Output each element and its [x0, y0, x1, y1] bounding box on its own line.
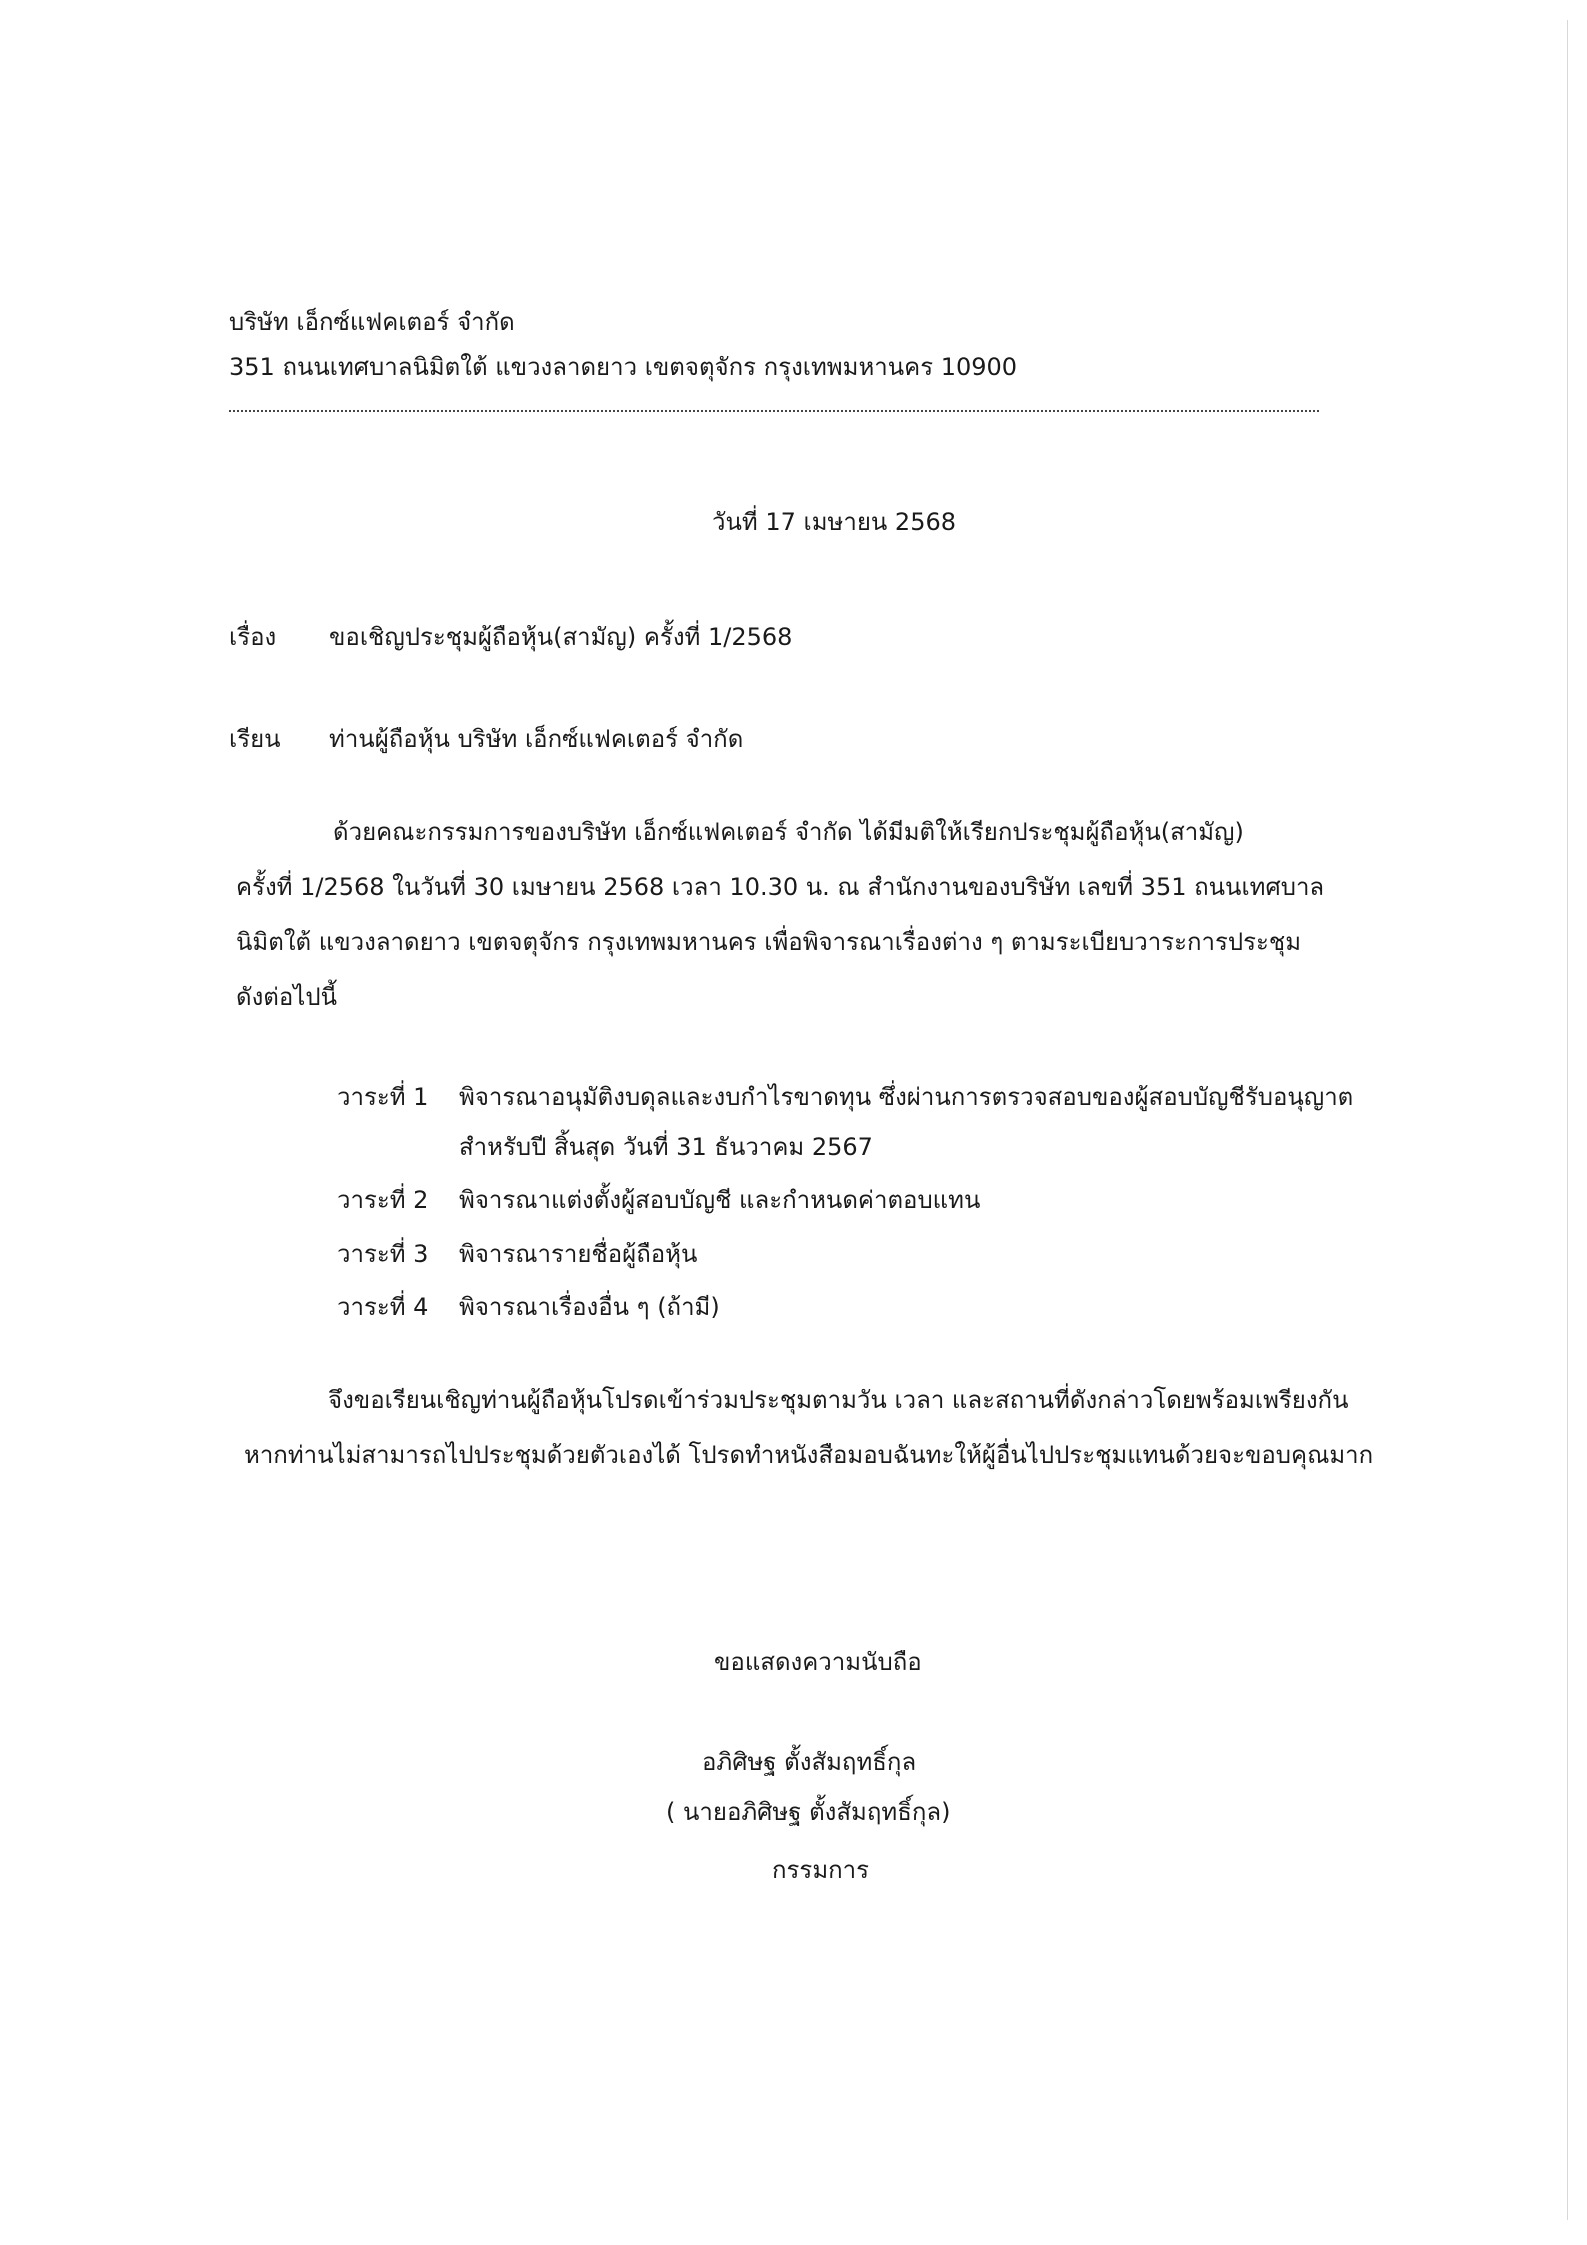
intro-line: นิมิตใต้ แขวงลาดยาว เขตจตุจักร กรุงเทพมหานคร เพื่อพิจารณาเรื่องต่าง ๆ ตามระเบียบวาระการประชุม [236, 928, 1302, 956]
scan-edge-line [1567, 20, 1568, 2220]
agenda-number: วาระที่ 3 [337, 1240, 429, 1268]
recipient-label: เรียน [229, 725, 281, 753]
agenda-text: พิจารณารายชื่อผู้ถือหุ้น [459, 1240, 698, 1268]
agenda-text: พิจารณาแต่งตั้งผู้สอบบัญชี และกำหนดค่าตอบแทน [459, 1186, 981, 1214]
agenda-item-1 [337, 1080, 1353, 1114]
subject-row [229, 620, 792, 654]
agenda-item-2 [337, 1183, 980, 1217]
intro-line: ดังต่อไปนี้ [236, 983, 338, 1011]
company-address: 351 ถนนเทศบาลนิมิตใต้ แขวงลาดยาว เขตจตุจักร กรุงเทพมหานคร 10900 [229, 353, 1018, 381]
subject-text: ขอเชิญประชุมผู้ถือหุ้น(สามัญ) ครั้งที่ 1/2568 [329, 623, 793, 651]
dotted-separator [229, 410, 1319, 412]
agenda-item-4 [337, 1290, 720, 1324]
intro-line: ครั้งที่ 1/2568 ในวันที่ 30 เมษายน 2568 เวลา 10.30 น. ณ สำนักงานของบริษัท เลขที่ 351 ถนนเทศบาล [236, 873, 1325, 901]
closing-line: หากท่านไม่สามารถไปประชุมด้วยตัวเองได้ โปรดทำหนังสือมอบฉันทะให้ผู้อื่นไปประชุมแทนด้วยจะขอบคุณมาก [244, 1441, 1374, 1469]
agenda-number: วาระที่ 4 [337, 1293, 429, 1321]
closing-regards: ขอแสดงความนับถือ [714, 1648, 922, 1676]
agenda-item-1-continued: สำหรับปี สิ้นสุด วันที่ 31 ธันวาคม 2567 [459, 1133, 873, 1161]
recipient-text: ท่านผู้ถือหุ้น บริษัท เอ็กซ์แฟคเตอร์ จำกัด [329, 725, 744, 753]
agenda-number: วาระที่ 1 [337, 1083, 429, 1111]
closing-line: จึงขอเรียนเชิญท่านผู้ถือหุ้นโปรดเข้าร่วมประชุมตามวัน เวลา และสถานที่ดังกล่าวโดยพร้อมเพรียงกัน [328, 1386, 1349, 1414]
signer-name: อภิศิษฐ ตั้งสัมฤทธิ์กุล [702, 1748, 917, 1776]
intro-line: ด้วยคณะกรรมการของบริษัท เอ็กซ์แฟคเตอร์ จำกัด ได้มีมติให้เรียกประชุมผู้ถือหุ้น(สามัญ) [333, 818, 1244, 846]
subject-label: เรื่อง [229, 623, 277, 651]
agenda-number: วาระที่ 2 [337, 1186, 429, 1214]
company-name: บริษัท เอ็กซ์แฟคเตอร์ จำกัด [229, 308, 515, 336]
agenda-text: พิจารณาอนุมัติงบดุลและงบกำไรขาดทุน ซึ่งผ่านการตรวจสอบของผู้สอบบัญชีรับอนุญาต [459, 1083, 1354, 1111]
letter-date: วันที่ 17 เมษายน 2568 [712, 508, 956, 536]
agenda-item-3 [337, 1237, 697, 1271]
signer-full-name: ( นายอภิศิษฐ ตั้งสัมฤทธิ์กุล) [666, 1798, 951, 1826]
recipient-row [229, 722, 743, 756]
signer-position: กรรมการ [772, 1856, 870, 1884]
agenda-text: พิจารณาเรื่องอื่น ๆ (ถ้ามี) [459, 1293, 720, 1321]
